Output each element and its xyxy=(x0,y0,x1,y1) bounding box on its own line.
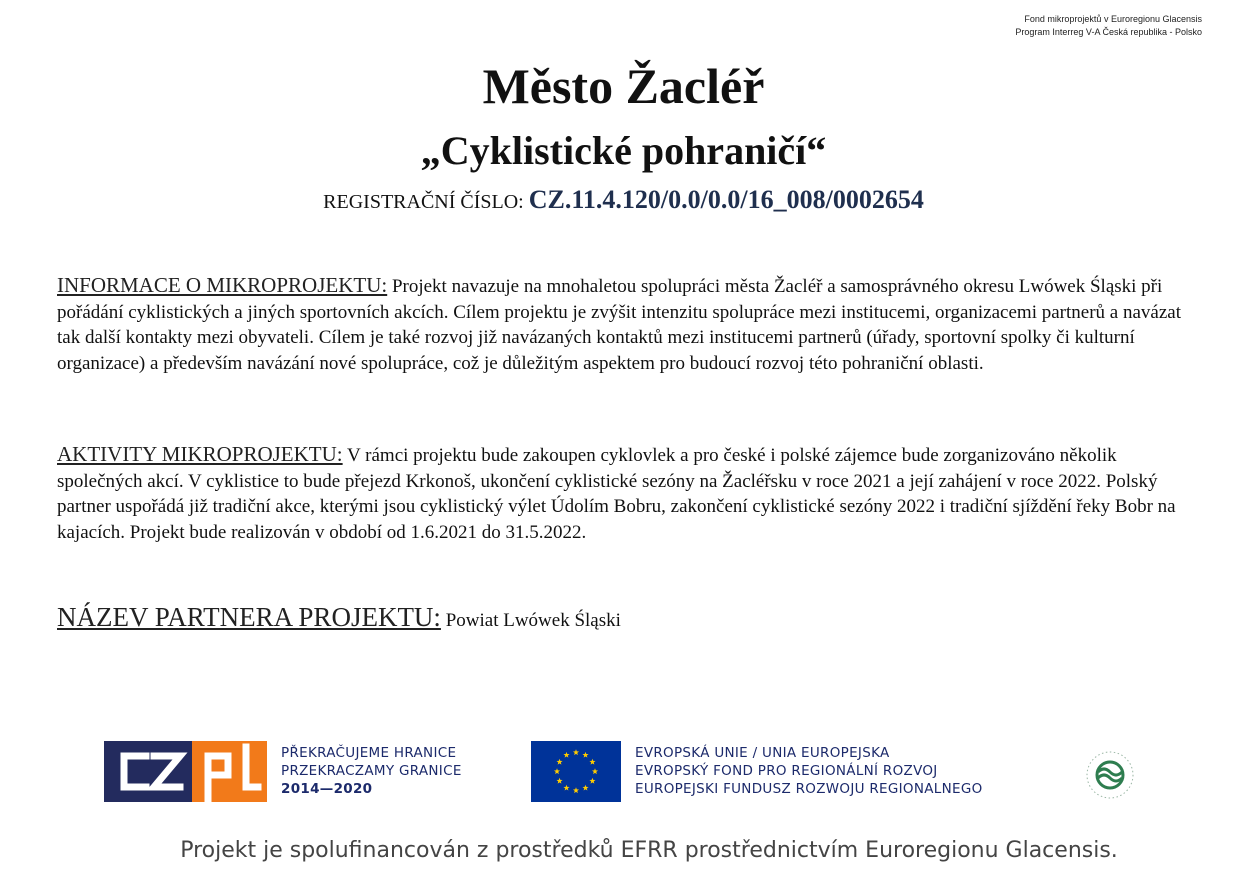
activities-text: V rámci projektu bude zakoupen cyklovlek a pro české i polské zájemce bude zorganizováno několik společných akcí. V cyklistice to bude přejezd Krkonoš, ukončení cyklistické sezóny na Žacléřsku v roce 2021 a její zahájení v roce 2022. Polský partner uspořádá již tradiční akce, kterými jsou cyklistický výlet Údolím Bobru, zakončení cyklistické sezóny 2022 i tradiční sjíždění řeky Bobr na kajacích. Projekt bude realizován v období od 1.6.2021 do 31.5.2022. xyxy=(57,445,1176,543)
page-title: Město Žacléř xyxy=(482,58,765,114)
czpl-years: 2014—2020 xyxy=(281,781,373,797)
funding-footer: Projekt je spolufinancován z prostředků EFRR prostřednictvím Euroregionu Glacensis. xyxy=(180,838,1118,863)
czpl-line-cz: PŘEKRAČUJEME HRANICE xyxy=(281,745,457,761)
activities-label: AKTIVITY MIKROPROJEKTU: xyxy=(57,442,343,466)
glacensis-logo-icon xyxy=(1080,745,1140,805)
eu-line-union: EVROPSKÁ UNIE / UNIA EUROPEJSKA xyxy=(635,745,890,761)
eu-line-fund-cz: EVROPSKÝ FOND PRO REGIONÁLNÍ ROZVOJ xyxy=(635,763,938,779)
eu-line-fund-pl: EUROPEJSKI FUNDUSZ ROZWOJU REGIONALNEGO xyxy=(635,781,983,797)
info-label: INFORMACE O MIKROPROJEKTU: xyxy=(57,273,388,297)
registration-label: REGISTRAČNÍ ČÍSLO: xyxy=(323,191,524,213)
fund-header-line1: Fond mikroprojektů v Euroregionu Glacensis xyxy=(1024,14,1202,24)
czpl-logo xyxy=(104,741,267,802)
eu-flag-icon xyxy=(531,741,621,802)
czpl-tagline xyxy=(281,744,462,798)
project-subtitle: „Cyklistické pohraničí“ xyxy=(420,128,827,173)
partner-name: Powiat Lwówek Śląski xyxy=(445,610,621,631)
registration-number: CZ.11.4.120/0.0/0.0/16_008/0002654 xyxy=(528,185,924,214)
activities-section xyxy=(57,442,1202,545)
eu-text xyxy=(635,744,983,798)
fund-header-line2: Program Interreg V-A Česká republika - Polsko xyxy=(1015,27,1202,37)
fund-header xyxy=(1015,13,1202,39)
partner-label: NÁZEV PARTNERA PROJEKTU: xyxy=(57,602,441,632)
info-text: Projekt navazuje na mnohaletou spolupráci města Žacléř a samosprávného okresu Lwówek Śląski při pořádání cyklistických a jiných sportovních akcích. Cílem projektu je zvýšit intenzitu spolupráce mezi institucemi, organizacemi partnerů a navázat tak další kontakty mezi obyvateli. Cílem je také rozvoj již navázaných kontaktů mezi institucemi partnerů (úřady, sportovní spolky či kulturní organizace) a především navázání nové spolupráce, což je důležitým aspektem pro budoucí rozvoj této pohraniční oblasti. xyxy=(57,276,1181,374)
czpl-logo-cz-block xyxy=(104,741,192,802)
partner-section xyxy=(57,600,1157,638)
registration-line xyxy=(0,185,1247,217)
info-section xyxy=(57,273,1202,376)
czpl-line-pl: PRZEKRACZAMY GRANICE xyxy=(281,763,462,779)
